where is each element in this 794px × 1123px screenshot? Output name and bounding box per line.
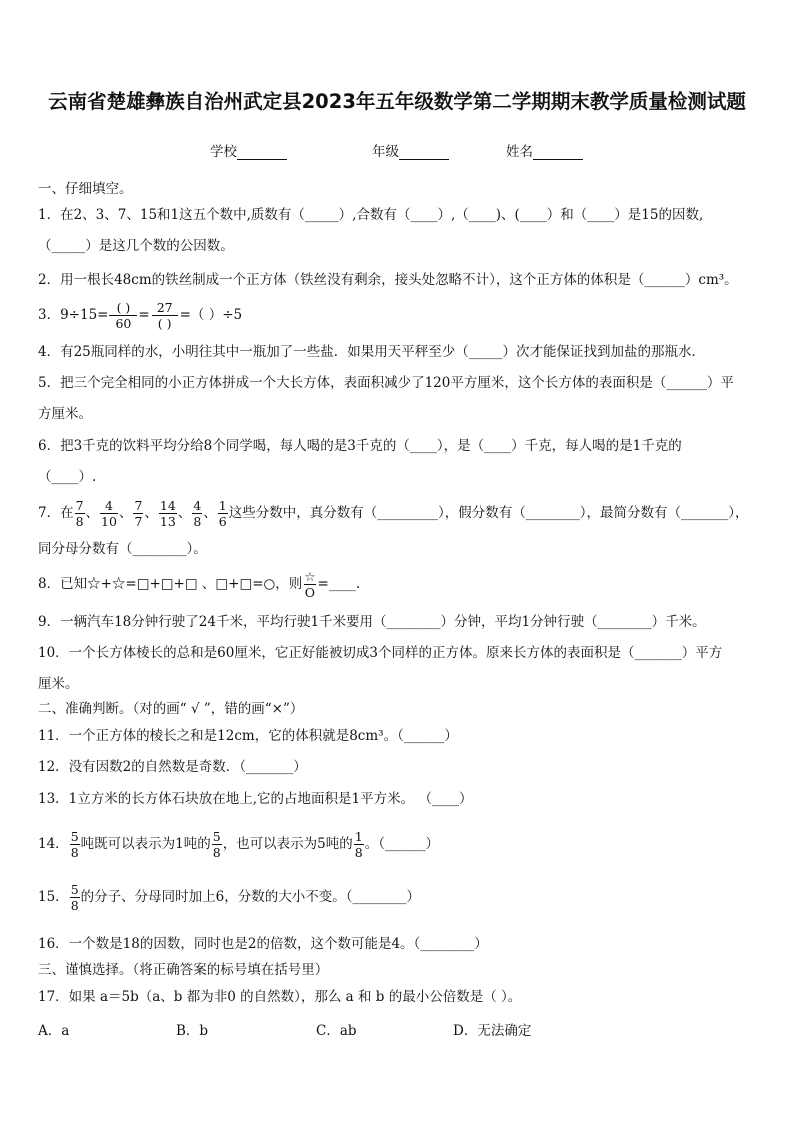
school-blank[interactable] — [237, 145, 287, 160]
question-13: 13．1立方米的长方体石块放在地上,它的占地面积是1平方米。 （____） — [38, 791, 473, 807]
grade-label: 年级 — [372, 144, 399, 160]
question-9: 9．一辆汽车18分钟行驶了24千米，平均行驶1千米要用（________）分钟，平均1分钟行驶（________）千米。 — [38, 614, 706, 630]
q14-f1-numerator: 5 — [70, 829, 79, 844]
q7-denominator: 8 — [193, 514, 202, 529]
question-8 — [38, 566, 360, 602]
section-heading-judge: 二、准确判断。（对的画“ √ ”，错的画“×”） — [38, 701, 304, 717]
q7-fraction — [75, 498, 85, 529]
q7-fraction — [100, 498, 118, 529]
question-4: 4．有25瓶同样的水，小明往其中一瓶加了一些盐．如果用天平秤至少（_____）次才能保证找到加盐的那瓶水． — [38, 344, 706, 360]
q14-fraction-3 — [354, 829, 364, 860]
q17-option-d[interactable]: D．无法确定 — [453, 1023, 532, 1039]
q8-denominator: O — [304, 585, 316, 600]
q14-f1-denominator: 8 — [70, 845, 79, 860]
name-field — [506, 140, 583, 160]
q8-fraction — [303, 569, 316, 600]
page-title: 云南省楚雄彝族自治州武定县2023年五年级数学第二学期期末教学质量检测试题 — [48, 90, 746, 113]
q14-fraction-2 — [212, 829, 222, 860]
q17-option-b[interactable]: B．b — [176, 1023, 209, 1039]
q7-separator: 、 — [177, 505, 192, 521]
q7-numerator: 7 — [134, 498, 143, 513]
q8-numerator: ☆ — [304, 569, 316, 584]
q7-numerator: 14 — [159, 498, 176, 513]
q8-suffix: =____. — [317, 576, 361, 592]
q7-numerator: 1 — [218, 498, 227, 513]
q7-fraction — [133, 498, 143, 529]
q7-denominator: 8 — [75, 514, 84, 529]
q3-suffix: =（ ）÷5 — [179, 307, 243, 323]
question-2: 2．用一根长48cm的铁丝制成一个正方体（铁丝没有剩余，接头处忽略不计），这个正方体的体积是（______）cm³。 — [38, 272, 738, 288]
q3-f1-denominator: 60 — [109, 315, 137, 331]
q7-separator: 、 — [144, 505, 158, 521]
name-label: 姓名 — [506, 144, 533, 160]
question-1-line-1: 1．在2、3、7、15和1这五个数中,质数有（_____）,合数有（____）,（____)、(____）和（____）是15的因数, — [38, 207, 704, 223]
question-5-line-1: 5．把三个完全相同的小正方体拼成一个大长方体，表面积减少了120平方厘米，这个长方体的表面积是（______）平 — [38, 375, 734, 391]
section-heading-fill: 一、仔细填空。 — [38, 181, 133, 197]
q17-option-a[interactable]: A．a — [38, 1023, 70, 1039]
q7-denominator: 6 — [218, 514, 227, 529]
q7-numerator: 4 — [105, 498, 113, 513]
name-blank[interactable] — [533, 145, 583, 160]
q3-fraction-2 — [151, 300, 179, 331]
question-11: 11．一个正方体的棱长之和是12cm，它的体积就是8cm³。（______） — [38, 728, 458, 744]
section-heading-choice: 三、谨慎选择。（将正确答案的标号填在括号里） — [38, 962, 329, 978]
question-7-line-1 — [38, 496, 748, 530]
question-10-line-2: 厘米。 — [38, 676, 79, 692]
question-3 — [38, 298, 242, 332]
q14-f3-denominator: 8 — [354, 845, 363, 860]
q3-f1-numerator: ( ) — [116, 300, 131, 315]
q7-separator: 、 — [118, 505, 133, 521]
q7-numerator: 7 — [75, 498, 84, 513]
question-6-line-2: （____）. — [38, 469, 97, 485]
question-7-line-2: 同分母分数有（________）。 — [38, 541, 207, 557]
q3-f2-numerator: 27 — [156, 300, 173, 315]
q8-prefix: 8．已知☆+☆=□+□+□ 、□+□=○，则 — [38, 576, 303, 592]
q7-suffix: 这些分数中，真分数有（_________），假分数有（________），最简分数有（_______）， — [228, 505, 749, 521]
q7-denominator: 7 — [134, 514, 143, 529]
q3-fraction-1 — [109, 300, 137, 331]
grade-field — [372, 140, 449, 160]
q14-prefix: 14． — [38, 836, 69, 852]
q7-prefix: 7．在 — [38, 505, 74, 521]
q14-suffix: 。（______） — [364, 836, 439, 852]
q15-denominator: 8 — [70, 898, 79, 913]
q7-fraction — [192, 498, 202, 529]
q15-prefix: 15． — [38, 889, 69, 905]
q14-f2-denominator: 8 — [212, 845, 221, 860]
question-10-line-1: 10．一个长方体棱长的总和是60厘米，它正好能被切成3个同样的正方体。原来长方体的表面积是（_______）平方 — [38, 645, 723, 661]
question-14 — [38, 826, 439, 862]
q7-numerator: 4 — [193, 498, 202, 513]
q14-fraction-1 — [70, 829, 80, 860]
q7-fraction — [218, 498, 228, 529]
q7-fraction — [159, 498, 177, 529]
grade-blank[interactable] — [399, 145, 449, 160]
question-1-line-2: （_____）是这几个数的公因数。 — [38, 238, 234, 254]
q7-denominator: 13 — [159, 514, 176, 529]
question-5-line-2: 方厘米。 — [38, 406, 92, 422]
q3-equals: = — [138, 307, 150, 323]
q7-separator: 、 — [85, 505, 100, 521]
q14-text-2: ，也可以表示为5吨的 — [222, 836, 353, 852]
q14-f3-numerator: 1 — [354, 829, 363, 844]
q3-prefix: 3．9÷15= — [38, 307, 109, 323]
q14-f2-numerator: 5 — [212, 829, 221, 844]
q7-denominator: 10 — [101, 514, 117, 529]
q3-f2-denominator: ( ) — [152, 315, 178, 331]
q14-text-1: 吨既可以表示为1吨的 — [80, 836, 211, 852]
question-12: 12．没有因数2的自然数是奇数．（_______） — [38, 759, 307, 775]
question-6-line-1: 6．把3千克的饮料平均分给8个同学喝，每人喝的是3千克的（____），是（____）千克，每人喝的是1千克的 — [38, 438, 682, 454]
q15-numerator: 5 — [70, 882, 79, 897]
q15-suffix: 的分子、分母同时加上6，分数的大小不变。（________） — [80, 889, 420, 905]
q7-separator: 、 — [203, 505, 217, 521]
question-17: 17．如果 a＝5b（a、b 都为非0 的自然数），那么 a 和 b 的最小公倍数是（ ）。 — [38, 989, 522, 1005]
q15-fraction — [70, 882, 80, 913]
question-15 — [38, 879, 420, 915]
question-16: 16．一个数是18的因数，同时也是2的倍数，这个数可能是4。（________） — [38, 936, 488, 952]
q17-option-c[interactable]: C．ab — [316, 1023, 357, 1039]
school-label: 学校 — [210, 144, 237, 160]
school-field — [210, 140, 287, 160]
